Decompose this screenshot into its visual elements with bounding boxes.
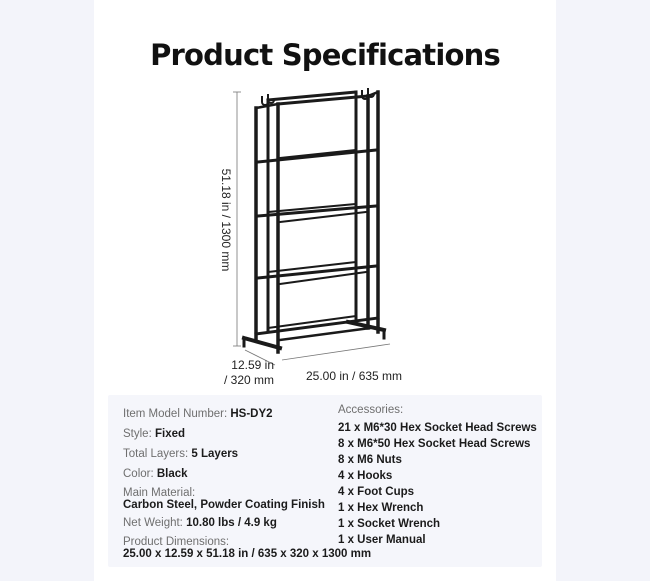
width-dimension-label: 25.00 in / 635 mm [306, 369, 403, 383]
accessory-item: 4 x Hooks [338, 470, 393, 482]
accessory-item: 8 x M6 Nuts [338, 454, 402, 466]
accessory-item: 1 x User Manual [338, 534, 426, 546]
spec-key: Style: [123, 428, 155, 440]
spec-row-style [123, 427, 338, 442]
spec-value: HS-DY2 [230, 408, 273, 420]
accessory-item: 4 x Foot Cups [338, 486, 415, 498]
spec-row-weight [123, 516, 338, 531]
accessory-item: 8 x M6*50 Hex Socket Head Screws [338, 438, 531, 450]
page-title: Product Specifications [150, 38, 500, 72]
height-dimension-line [233, 92, 241, 346]
accessories-title: Accessories: [338, 404, 404, 416]
spec-key: Product Dimensions: [123, 536, 230, 548]
spec-value: Black [156, 468, 188, 480]
spec-key: Color: [123, 468, 157, 480]
spec-row-layers [123, 447, 338, 462]
rack-frame [244, 92, 384, 352]
spec-value: Fixed [154, 428, 186, 440]
accessories-list [338, 403, 538, 548]
spec-row-color [123, 467, 338, 482]
spec-row-material [123, 487, 338, 511]
spec-key: Main Material: [123, 487, 196, 499]
height-dimension-label: 51.18 in / 1300 mm [219, 168, 233, 272]
specifications-panel [108, 395, 542, 567]
spec-value: 10.80 lbs / 4.9 kg [186, 517, 277, 529]
accessory-item: 21 x M6*30 Hex Socket Head Screws [338, 422, 537, 434]
depth-dimension-line1: 12.59 in [231, 358, 274, 372]
spec-value: 25.00 x 12.59 x 51.18 in / 635 x 320 x 1300 mm [123, 548, 372, 560]
spec-key: Total Layers: [123, 448, 192, 460]
accessory-item: 1 x Hex Wrench [338, 502, 424, 514]
depth-dimension-label [210, 358, 274, 388]
spec-value: Carbon Steel, Powder Coating Finish [123, 499, 325, 511]
spec-value: 5 Layers [191, 448, 239, 460]
width-dimension-line [282, 344, 390, 360]
spec-row-model [123, 407, 338, 422]
spec-key: Item Model Number: [123, 408, 231, 420]
spec-key: Net Weight: [123, 517, 187, 529]
accessory-item: 1 x Socket Wrench [338, 518, 441, 530]
depth-dimension-line2: / 320 mm [223, 373, 274, 387]
